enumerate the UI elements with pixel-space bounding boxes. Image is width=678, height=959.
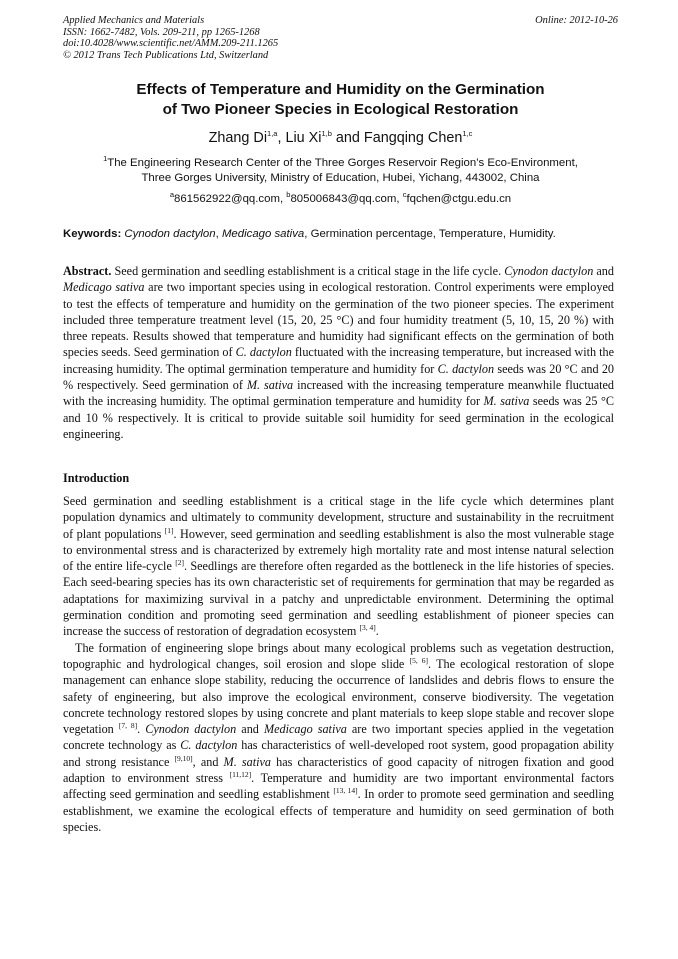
abstract-text: are two important species using in ecological restoration. Control experiments were employed to test the effects of temperature and humidity on the germination of the two pioneer species. The experiment included three temperature treatment level (15, 20, 25 °C) and four humidity treatment (5, 10, 15, 20 %) with three repeats. Results showed that temperature and humidity had significant effects on the germination of both species seeds. Seed germination of (63, 280, 614, 360)
abstract-text: seeds was 20 °C and 20 % respectively. Seed germination of (63, 361, 615, 393)
species-name: M. sativa (246, 378, 294, 393)
paragraph-text: . Temperature and humidity are two important environmental factors affecting seed germination and seedling establishment (63, 771, 614, 802)
email-sep: , (279, 193, 287, 205)
paragraph-text: . However, seed germination and seedling establishment is also the most vulnerable stage to environmental stress and is characterized by extremely high mortality rate and most intense natural selection of the entire life-cycle (63, 526, 614, 574)
author-name: Fangqing Chen (363, 130, 463, 146)
citation-ref[interactable]: [13, 14] (333, 786, 358, 796)
paragraph-text: . Seedlings are therefore often regarded as the bottleneck in the life histories of species. Each seed-bearing species has its own characteristic set of requirements for germination that may be regarded as adaptations for maximizing survival in a patchy and unpredictable environment. Determining the optimal germination condition and promoting seed germination and seedling establishment of pioneer species can increase the success of restoration of degradation ecosystem (63, 559, 614, 639)
author-name: Zhang Di (208, 130, 268, 146)
paragraph-text: has characteristics of well-developed root system, good propagation ability and strong resistance (63, 738, 614, 769)
email-list (63, 192, 618, 206)
author-sup: 1,c (462, 129, 473, 139)
species-name: M. sativa (223, 754, 271, 769)
email-sep: , (396, 193, 403, 205)
citation-ref[interactable]: [7, 8] (118, 721, 138, 731)
keywords (63, 227, 618, 241)
section-heading-introduction: Introduction (63, 471, 130, 485)
copyright-line: © 2012 Trans Tech Publications Ltd, Switzerland (63, 49, 269, 61)
keyword: Medicago sativa (221, 228, 305, 240)
species-name: C. dactylon (437, 361, 495, 376)
author-sup: 1,a (267, 129, 278, 139)
email-link[interactable]: fqchen@ctgu.edu.cn (406, 193, 512, 205)
species-name: C. dactylon (180, 738, 238, 753)
species-name: C. dactylon (235, 345, 292, 360)
title-line-1: Effects of Temperature and Humidity on the Germination (136, 81, 545, 98)
journal-header (63, 15, 618, 61)
email-link[interactable]: 805006843@qq.com (290, 193, 397, 205)
email-sup: b (286, 190, 291, 200)
paragraph-text: and (236, 722, 264, 737)
paragraph-text: . In order to promote seed germination and seedling establishment, we examine the ecological effects of temperature and humidity on seed germination of both species. (63, 787, 614, 834)
paragraph-text: are two important species applied in the vegetation concrete technology as (63, 722, 615, 753)
affiliation-line-2: Three Gorges University, Ministry of Education, Hubei, Yichang, 443002, China (141, 172, 540, 184)
keywords-label: Keywords: (63, 228, 122, 240)
paragraph-text: , and (192, 754, 224, 769)
keyword: Cynodon dactylon (124, 228, 216, 240)
affiliation-line-1: The Engineering Research Center of the Three Gorges Reservoir Region’s Eco-Environment, (107, 157, 578, 169)
paragraph-text: . (137, 722, 146, 737)
issn-line: ISSN: 1662-7482, Vols. 209-211, pp 1265-1268 (63, 26, 260, 38)
abstract-text: and (593, 264, 614, 278)
affiliation-sup: 1 (103, 154, 108, 164)
abstract-text: fluctuated with the increasing temperature, but increased with the increasing humidity. The optimal germination temperature and humidity for (63, 345, 615, 376)
intro-paragraph-1 (63, 493, 614, 640)
paragraph-text: Seed germination and seedling establishment is a critical stage in the life cycle which determines plant population dynamics and ultimately to community development, structure and sustainability in the recruitment of plant populations (63, 494, 614, 541)
citation-ref[interactable]: [2] (175, 558, 184, 568)
paragraph-text: has characteristics of good capacity of nitrogen fixation and good adaption to environment stress (63, 754, 615, 786)
author-sep: , (277, 130, 286, 146)
author-sup: 1,b (321, 129, 332, 139)
affiliation (63, 156, 618, 186)
abstract-text: increased with the increasing temperature meanwhile fluctuated with the increasing humidity. The optimal germination temperature and humidity for (63, 378, 614, 409)
species-name: Cynodon dactylon (145, 722, 237, 737)
species-name: Medicago sativa (63, 280, 145, 295)
keyword-rest: , Germination percentage, Temperature, Humidity. (304, 228, 556, 240)
abstract-text: Seed germination and seedling establishment is a critical stage in the life cycle. (111, 264, 505, 278)
email-sup: a (169, 190, 174, 200)
species-name: Medicago sativa (263, 722, 347, 737)
title-line-2: of Two Pioneer Species in Ecological Restoration (162, 100, 519, 118)
paragraph-text: . The ecological restoration of slope management can enhance slope stability, reducing the occurrence of landslides and debris flows to ensure the safety of engineering, but also improve the ecological environment, conserve biodiversity. The vegetation concrete technology restored slopes by using concrete and plant materials to keep slope stable and recover slope vegetation (63, 656, 614, 737)
journal-name: Applied Mechanics and Materials (63, 15, 205, 26)
citation-ref[interactable]: [3, 4] (359, 623, 376, 633)
species-name: M. sativa (483, 394, 530, 409)
introduction-body (63, 493, 614, 835)
author-name: Liu Xi (285, 130, 322, 146)
abstract-label: Abstract. (63, 264, 112, 278)
email-sup: c (402, 190, 407, 200)
online-date: Online: 2012-10-26 (535, 15, 618, 26)
abstract (63, 263, 614, 442)
email-link[interactable]: 861562922@qq.com (174, 193, 280, 205)
citation-ref[interactable]: [11,12] (229, 769, 252, 779)
citation-ref[interactable]: [1] (164, 525, 174, 535)
keyword-sep: , (215, 228, 222, 240)
doi-line: doi:10.4028/www.scientific.net/AMM.209-211.1265 (63, 38, 279, 50)
abstract-text: seeds was 25 °C and 10 % respectively. It is critical to provide suitable soil humidity for seed germination in the ecological engineering. (63, 394, 615, 441)
author-sep: and (331, 130, 364, 146)
paper-title (63, 80, 618, 119)
citation-ref[interactable]: [5, 6] (409, 655, 429, 665)
intro-paragraph-2 (63, 640, 614, 836)
paragraph-text: . (375, 624, 379, 639)
species-name: Cynodon dactylon (504, 264, 594, 278)
paragraph-text: The formation of engineering slope brings about many ecological problems such as vegetation destruction, topographic and hydrological changes, soil erosion and slope slide (63, 640, 614, 671)
author-list (63, 129, 618, 147)
citation-ref[interactable]: [9,10] (174, 753, 193, 763)
